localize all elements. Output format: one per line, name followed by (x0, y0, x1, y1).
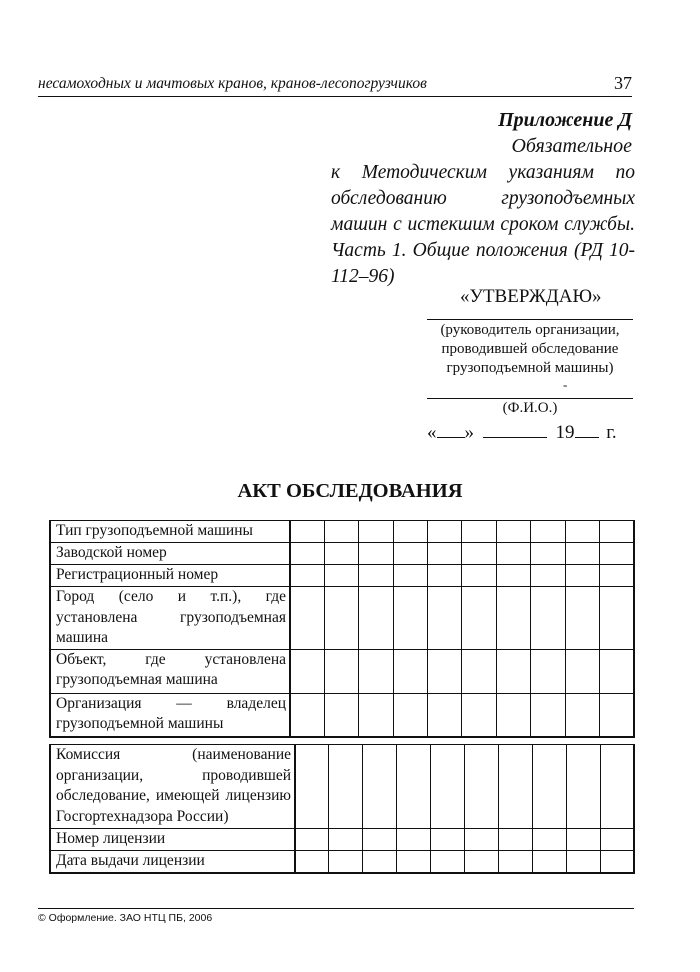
empty-cell[interactable] (566, 851, 600, 873)
signatory-note: (руководитель организации, проводившей обследование грузоподъемной машины) (440, 322, 620, 376)
empty-cell[interactable] (363, 829, 397, 851)
empty-cell[interactable] (600, 693, 634, 737)
date-open-quote: « (427, 422, 437, 443)
empty-cell[interactable] (393, 693, 427, 737)
table-row (50, 543, 634, 565)
empty-cell[interactable] (600, 851, 634, 873)
empty-cell[interactable] (464, 829, 498, 851)
empty-cell[interactable] (496, 565, 530, 587)
empty-cell[interactable] (397, 851, 431, 873)
empty-cell[interactable] (462, 543, 496, 565)
empty-cell[interactable] (498, 851, 532, 873)
signature-dash: - (563, 377, 568, 392)
empty-cell[interactable] (363, 745, 397, 829)
footer-copyright: © Оформление. ЗАО НТЦ ПБ, 2006 (38, 912, 213, 924)
empty-cell[interactable] (531, 693, 565, 737)
year-prefix: 19 (555, 422, 575, 443)
empty-cell[interactable] (566, 829, 600, 851)
year-suffix: г. (606, 422, 617, 443)
empty-cell[interactable] (600, 543, 634, 565)
empty-cell[interactable] (496, 693, 530, 737)
month-blank (483, 421, 547, 438)
inspection-table-1 (49, 520, 635, 738)
empty-cell[interactable] (565, 693, 599, 737)
empty-cell[interactable] (532, 829, 566, 851)
empty-cell[interactable] (324, 649, 358, 693)
table-row (50, 521, 634, 543)
empty-cell[interactable] (498, 745, 532, 829)
empty-cell[interactable] (359, 649, 393, 693)
row-label: Регистрационный номер (50, 565, 290, 587)
empty-cell[interactable] (397, 829, 431, 851)
empty-cell[interactable] (359, 587, 393, 650)
empty-cell[interactable] (600, 565, 634, 587)
act-title: АКТ ОБСЛЕДОВАНИЯ (237, 480, 463, 502)
empty-cell[interactable] (565, 543, 599, 565)
empty-cell[interactable] (290, 565, 324, 587)
empty-cell[interactable] (565, 587, 599, 650)
empty-cell[interactable] (324, 521, 358, 543)
day-blank (437, 421, 465, 438)
running-header (38, 74, 632, 97)
empty-cell[interactable] (462, 693, 496, 737)
table-row (50, 745, 634, 829)
empty-cell[interactable] (464, 851, 498, 873)
empty-cell[interactable] (290, 543, 324, 565)
empty-cell[interactable] (324, 587, 358, 650)
empty-cell[interactable] (324, 565, 358, 587)
empty-cell[interactable] (329, 745, 363, 829)
empty-cell[interactable] (329, 829, 363, 851)
table-row (50, 851, 634, 873)
empty-cell[interactable] (600, 521, 634, 543)
reference-text: к Методическим указаниям по обследованию грузоподъемных машин с истекшим сроком службы. Часть 1. Общие положения (РД 10-112–96) (331, 162, 635, 287)
empty-cell[interactable] (428, 565, 462, 587)
name-line (427, 398, 633, 399)
row-label: Номер лицензии (50, 829, 295, 851)
empty-cell[interactable] (295, 829, 329, 851)
empty-cell[interactable] (359, 521, 393, 543)
appendix-status: Обязательное (511, 135, 632, 157)
signature-line (427, 319, 633, 320)
empty-cell[interactable] (431, 829, 465, 851)
empty-cell[interactable] (498, 829, 532, 851)
empty-cell[interactable] (329, 851, 363, 873)
empty-cell[interactable] (531, 543, 565, 565)
empty-cell[interactable] (496, 521, 530, 543)
empty-cell[interactable] (431, 745, 465, 829)
empty-cell[interactable] (532, 851, 566, 873)
inspection-table-2 (49, 744, 635, 874)
row-label: Организация — владелец грузоподъемной машины (50, 693, 290, 737)
header-title: несамоходных и мачтовых кранов, кранов-лесопогрузчиков (38, 75, 427, 92)
empty-cell[interactable] (295, 851, 329, 873)
table-row (50, 587, 634, 650)
empty-cell[interactable] (363, 851, 397, 873)
empty-cell[interactable] (324, 543, 358, 565)
row-label: Город (село и т.п.), где установлена грузоподъемная машина (50, 587, 290, 650)
appendix-title: Приложение Д (498, 109, 632, 131)
footer-rule (38, 908, 634, 909)
empty-cell[interactable] (393, 649, 427, 693)
appendix-block (498, 107, 632, 159)
empty-cell[interactable] (464, 745, 498, 829)
approval-date (427, 421, 637, 444)
row-label: Заводской номер (50, 543, 290, 565)
empty-cell[interactable] (462, 565, 496, 587)
empty-cell[interactable] (290, 521, 324, 543)
page-number: 37 (614, 73, 632, 93)
table-row (50, 649, 634, 693)
empty-cell[interactable] (393, 587, 427, 650)
empty-cell[interactable] (462, 521, 496, 543)
table-row (50, 693, 634, 737)
empty-cell[interactable] (428, 693, 462, 737)
empty-cell[interactable] (496, 649, 530, 693)
empty-cell[interactable] (428, 543, 462, 565)
empty-cell[interactable] (295, 745, 329, 829)
empty-cell[interactable] (428, 649, 462, 693)
empty-cell[interactable] (393, 521, 427, 543)
empty-cell[interactable] (496, 543, 530, 565)
empty-cell[interactable] (324, 693, 358, 737)
empty-cell[interactable] (600, 649, 634, 693)
empty-cell[interactable] (566, 745, 600, 829)
approval-title: «УТВЕРЖДАЮ» (460, 286, 602, 307)
empty-cell[interactable] (532, 745, 566, 829)
empty-cell[interactable] (565, 649, 599, 693)
row-label: Дата выдачи лицензии (50, 851, 295, 873)
empty-cell[interactable] (600, 829, 634, 851)
year-blank (575, 421, 599, 438)
empty-cell[interactable] (393, 543, 427, 565)
empty-cell[interactable] (462, 649, 496, 693)
empty-cell[interactable] (290, 649, 324, 693)
empty-cell[interactable] (531, 649, 565, 693)
empty-cell[interactable] (428, 521, 462, 543)
row-label: Комиссия (наименование организации, проводившей обследование, имеющей лицензию Госгортехнадзора России) (50, 745, 295, 829)
empty-cell[interactable] (428, 587, 462, 650)
empty-cell[interactable] (359, 565, 393, 587)
name-note: (Ф.И.О.) (502, 400, 558, 416)
empty-cell[interactable] (531, 587, 565, 650)
empty-cell[interactable] (290, 587, 324, 650)
row-label: Объект, где установлена грузоподъемная машина (50, 649, 290, 693)
table-row (50, 829, 634, 851)
empty-cell[interactable] (359, 693, 393, 737)
empty-cell[interactable] (531, 521, 565, 543)
empty-cell[interactable] (393, 565, 427, 587)
empty-cell[interactable] (462, 587, 496, 650)
empty-cell[interactable] (397, 745, 431, 829)
empty-cell[interactable] (359, 543, 393, 565)
empty-cell[interactable] (600, 587, 634, 650)
row-label: Тип грузоподъемной машины (50, 521, 290, 543)
empty-cell[interactable] (600, 745, 634, 829)
empty-cell[interactable] (565, 565, 599, 587)
empty-cell[interactable] (565, 521, 599, 543)
table-row (50, 565, 634, 587)
empty-cell[interactable] (290, 693, 324, 737)
empty-cell[interactable] (496, 587, 530, 650)
empty-cell[interactable] (531, 565, 565, 587)
date-close-quote: » (464, 422, 474, 443)
empty-cell[interactable] (431, 851, 465, 873)
